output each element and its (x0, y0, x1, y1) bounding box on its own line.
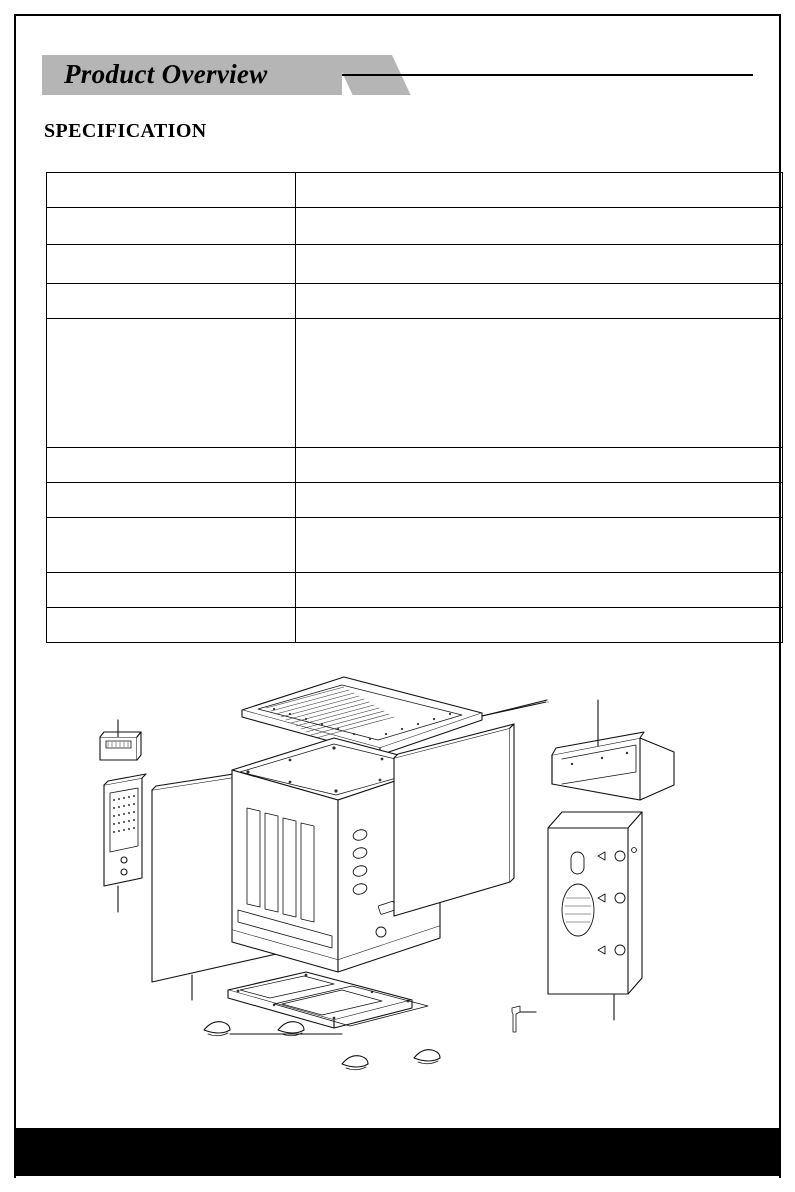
table-cell-value (296, 173, 783, 208)
table-row (47, 245, 783, 284)
table-row (47, 208, 783, 245)
table-row (47, 608, 783, 643)
exploded-assembly-diagram (42, 660, 754, 1100)
table-cell-value (296, 573, 783, 608)
table-cell-label (47, 319, 296, 448)
specification-table-body (47, 173, 783, 643)
callout-leader-lines (482, 702, 548, 716)
table-cell-value (296, 483, 783, 518)
table-row (47, 518, 783, 573)
bottom-plate-part (228, 972, 428, 1028)
connector-block-part (100, 720, 141, 760)
page-header (42, 55, 753, 97)
table-cell-label (47, 284, 296, 319)
table-row (47, 483, 783, 518)
specification-table (46, 172, 783, 643)
table-cell-label (47, 448, 296, 483)
table-cell-label (47, 483, 296, 518)
table-cell-label (47, 208, 296, 245)
table-row (47, 284, 783, 319)
table-cell-label (47, 173, 296, 208)
table-cell-label (47, 608, 296, 643)
wall-mount-bracket-part (548, 812, 642, 1020)
rubber-feet-part (204, 1022, 440, 1070)
table-cell-value (296, 518, 783, 573)
table-cell-value (296, 245, 783, 284)
table-cell-value (296, 319, 783, 448)
table-row (47, 319, 783, 448)
screw-part (512, 1006, 536, 1032)
table-row (47, 573, 783, 608)
table-row (47, 448, 783, 483)
section-title: SPECIFICATION (44, 120, 207, 142)
table-cell-label (47, 518, 296, 573)
table-cell-label (47, 573, 296, 608)
side-panel-right-part (394, 724, 514, 916)
footer-strip (16, 1176, 779, 1190)
table-cell-value (296, 608, 783, 643)
drive-tray-part (552, 700, 674, 800)
table-cell-label (47, 245, 296, 284)
table-cell-value (296, 284, 783, 319)
table-row (47, 173, 783, 208)
assembly-diagram-svg (42, 660, 754, 1100)
table-cell-value (296, 448, 783, 483)
page-title: Product Overview (64, 59, 268, 89)
dsub-connector-part (104, 774, 146, 912)
footer-bar (16, 1128, 779, 1176)
table-cell-value (296, 208, 783, 245)
header-rule (342, 74, 753, 76)
